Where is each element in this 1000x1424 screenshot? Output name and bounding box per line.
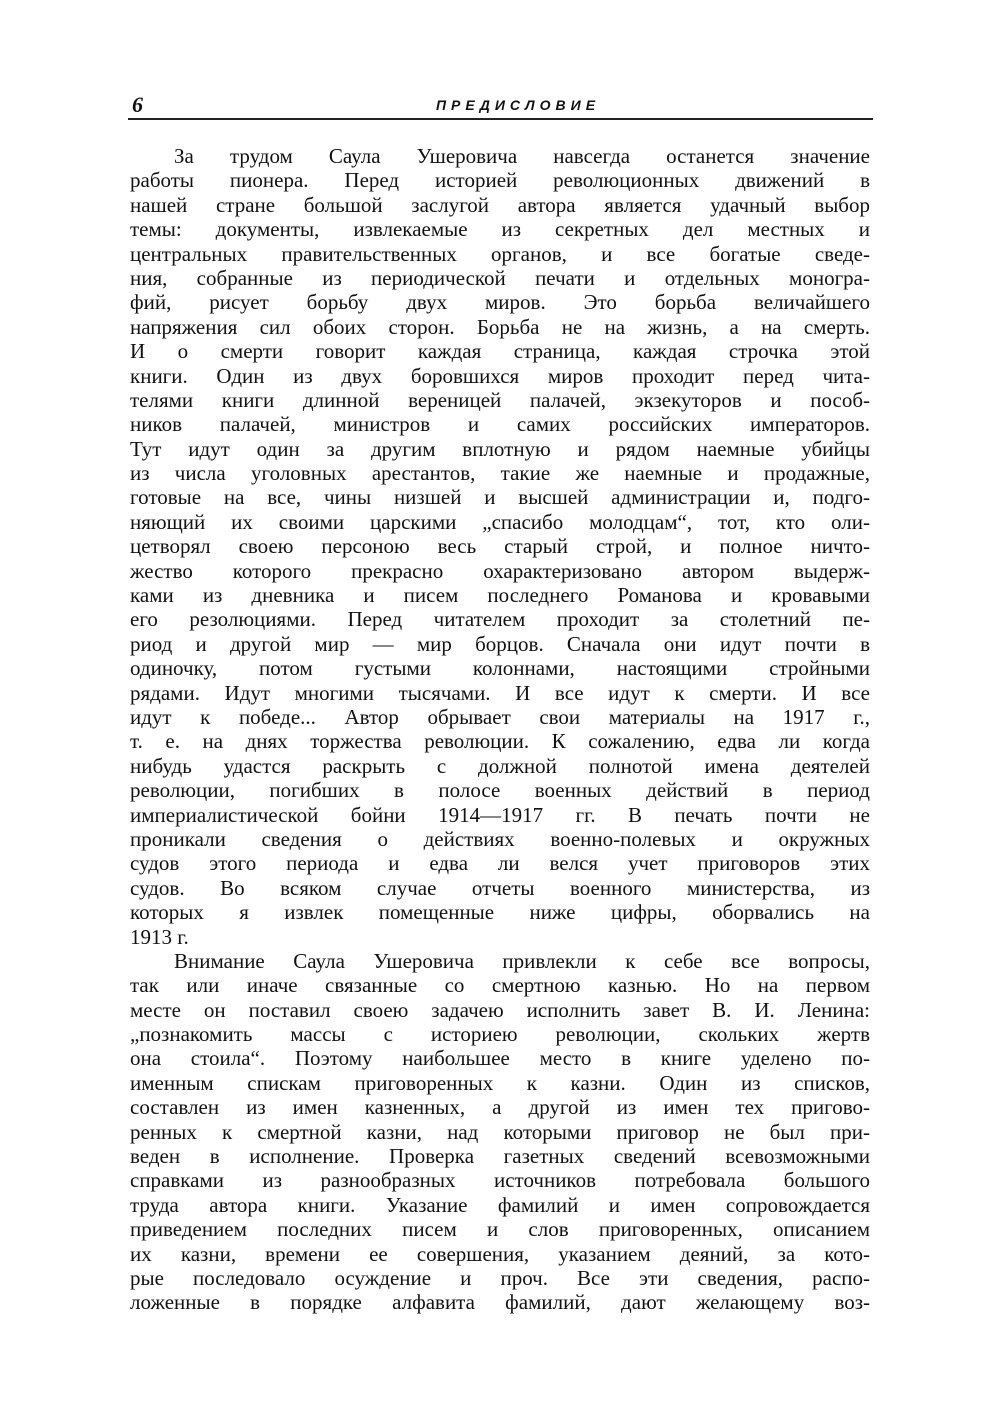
text-line: революции, погибших в полосе военных действий в период (130, 778, 870, 803)
text-line: напряжения сил обоих сторон. Борьба не на жизнь, а на смерть. (130, 314, 870, 339)
text-line: Тут идут один за другим вплотную и рядом наемные убийцы (130, 436, 870, 461)
page-number: 6 (132, 92, 143, 117)
text-line: справками из разнообразных источников потребовала большого (130, 1168, 870, 1193)
text-line: ников палачей, министров и самих российских императоров. (130, 412, 870, 437)
text-line: она стоила“. Поэтому наибольшее место в книге уделено по- (130, 1046, 870, 1071)
text-line: риод и другой мир — мир борцов. Сначала они идут почти в (130, 631, 870, 656)
text-line: За трудом Саула Ушеровича навсегда останется значение (174, 144, 870, 168)
text-line: идут к победе... Автор обрывает свои материалы на 1917 г., (130, 704, 870, 729)
text-line: приведением последних писем и слов приговоренных, описанием (130, 1217, 870, 1242)
page-header (128, 92, 873, 122)
text-line: фий, рисует борьбу двух миров. Это борьба величайшего (130, 290, 870, 315)
text-line: ренных к смертной казни, над которыми приговор не был при- (130, 1119, 870, 1144)
text-line: работы пионера. Перед историей революционных движений в (130, 168, 870, 193)
header-rule (128, 118, 873, 120)
text-line: темы: документы, извлекаемые из секретных дел местных и (130, 217, 870, 242)
text-line: из числа уголовных арестантов, такие же наемные и продажные, (130, 461, 870, 486)
text-line: т. е. на днях торжества революции. К сожалению, едва ли когда (130, 729, 870, 754)
text-line: няющий их своими царскими „спасибо молодцам“, тот, кто оли- (130, 509, 870, 534)
text-line: нашей стране большой заслугой автора является удачный выбор (130, 192, 870, 217)
text-line: империалистической бойни 1914—1917 гг. В печать почти не (130, 802, 870, 827)
text-line: нибудь удастся раскрыть с должной полнотой имена деятелей (130, 753, 870, 778)
text-line: рые последовало осуждение и проч. Все эти сведения, распо- (130, 1265, 870, 1290)
text-line: их казни, времени ее совершения, указанием деяний, за кото- (130, 1241, 870, 1266)
text-line: одиночку, потом густыми колоннами, настоящими стройными (130, 656, 870, 681)
text-line: „познакомить массы с историею революции, скольких жертв (130, 1022, 870, 1047)
text-line: рядами. Идут многими тысячами. И все идут к смерти. И все (130, 680, 870, 705)
text-line: месте он поставил своею задачею исполнить завет В. И. Ленина: (130, 997, 870, 1022)
text-line: готовые на все, чины низшей и высшей администрации и, подго- (130, 485, 870, 510)
text-line: его резолюциями. Перед читателем проходит за столетний пе- (130, 607, 870, 632)
text-line: именным спискам приговоренных к казни. Один из списков, (130, 1070, 870, 1095)
text-line: ками из дневника и писем последнего Романова и кровавыми (130, 583, 870, 608)
text-line: центральных правительственных органов, и все богатые сведе- (130, 241, 870, 266)
text-line: 1913 г. (130, 924, 189, 949)
text-line: ния, собранные из периодической печати и отдельных моногра- (130, 265, 870, 290)
text-line: книги. Один из двух боровшихся миров проходит перед чита- (130, 363, 870, 388)
text-line: которых я извлек помещенные ниже цифры, оборвались на (130, 900, 870, 925)
text-line: судов этого периода и едва ли велся учет приговоров этих (130, 851, 870, 876)
text-line: судов. Во всяком случае отчеты военного министерства, из (130, 875, 870, 900)
paragraph-1 (130, 144, 870, 949)
text-line: И о смерти говорит каждая страница, каждая строчка этой (130, 339, 870, 364)
text-line: Внимание Саула Ушеровича привлекли к себе все вопросы, (174, 948, 870, 973)
text-line: составлен из имен казненных, а другой из имен тех пригово- (130, 1095, 870, 1120)
running-head: ПРЕДИСЛОВИЕ (435, 97, 601, 113)
body-text (130, 144, 870, 1315)
text-line: цетворял своею персоною весь старый строй, и полное ничто- (130, 534, 870, 559)
text-line: труда автора книги. Указание фамилий и имен сопровождается (130, 1192, 870, 1217)
text-line: ложенные в порядке алфавита фамилий, дают желающему воз- (130, 1290, 870, 1315)
text-line: жество которого прекрасно охарактеризовано автором выдерж- (130, 558, 870, 583)
text-line: проникали сведения о действиях военно-полевых и окружных (130, 826, 870, 851)
text-line: так или иначе связанные со смертною казнью. Но на первом (130, 973, 870, 998)
paragraph-2 (130, 949, 870, 1315)
text-line: веден в исполнение. Проверка газетных сведений всевозможными (130, 1144, 870, 1169)
text-line: телями книги длинной вереницей палачей, экзекуторов и пособ- (130, 387, 870, 412)
